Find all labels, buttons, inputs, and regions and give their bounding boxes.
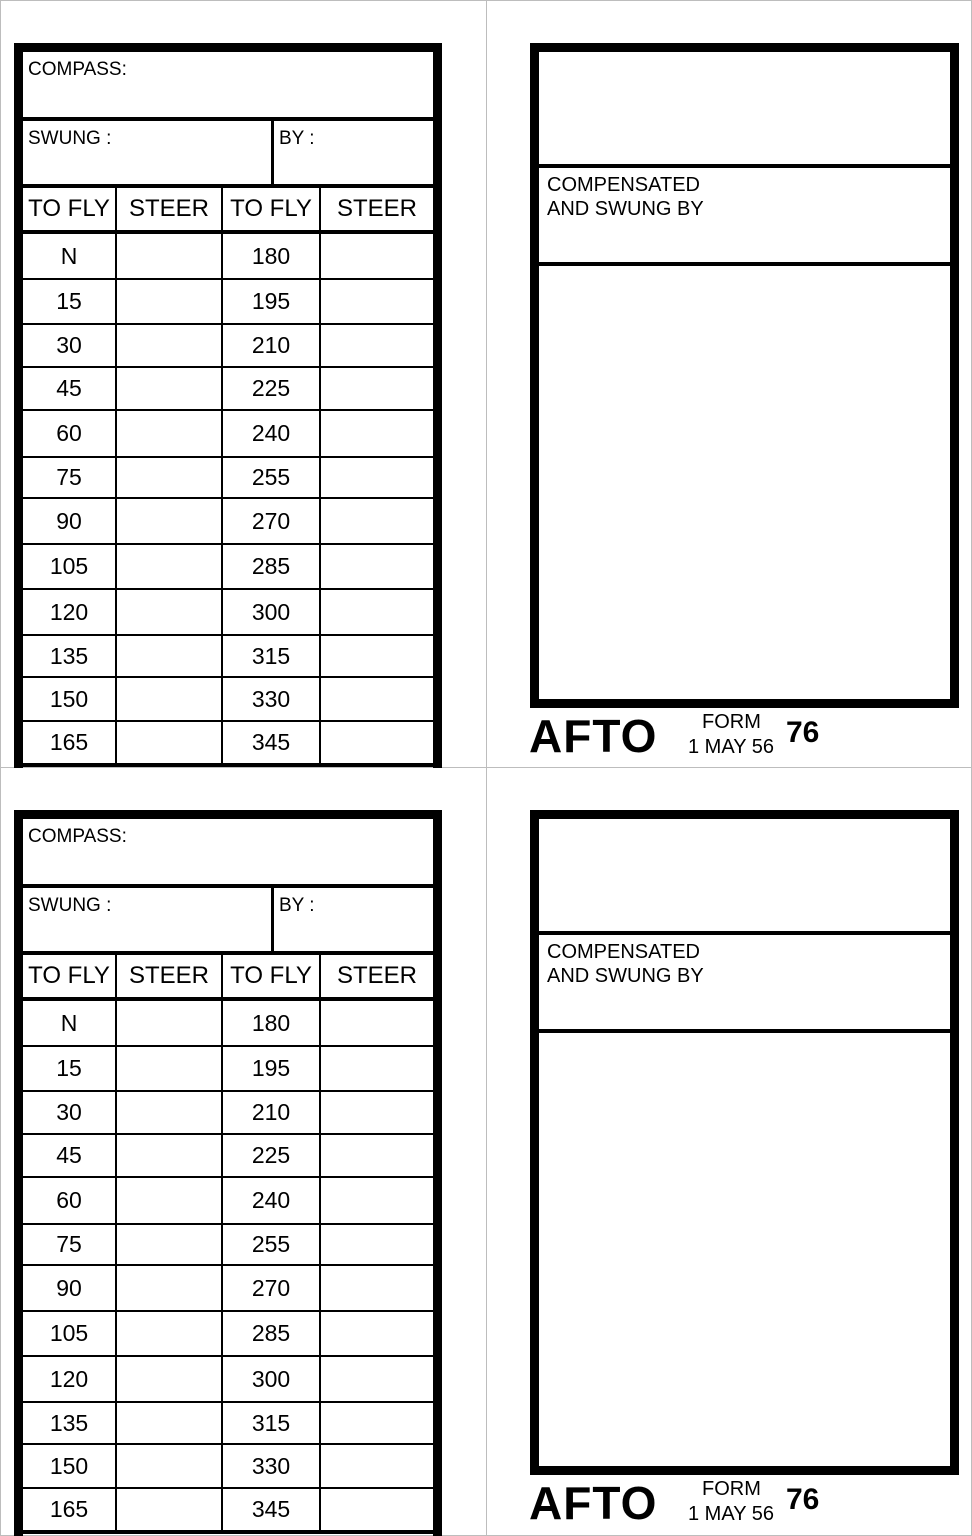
afto-title: AFTO <box>529 710 658 762</box>
table-row <box>23 545 433 590</box>
to-fly-cell: 90 <box>23 1266 117 1310</box>
header-steer: STEER <box>117 188 223 230</box>
to-fly-cell: 150 <box>23 1445 117 1487</box>
compensated-label <box>547 173 704 221</box>
steer-cell[interactable] <box>321 1403 433 1443</box>
steer-cell[interactable] <box>117 722 223 763</box>
to-fly-cell: 180 <box>223 1001 321 1045</box>
steer-cell[interactable] <box>321 1266 433 1310</box>
table-header <box>23 188 433 234</box>
steer-cell[interactable] <box>321 1001 433 1045</box>
to-fly-cell: 210 <box>223 1092 321 1133</box>
steer-cell[interactable] <box>117 325 223 366</box>
steer-cell[interactable] <box>321 1445 433 1487</box>
steer-cell[interactable] <box>321 1357 433 1401</box>
table-row <box>23 499 433 545</box>
table-row <box>23 458 433 499</box>
table-row <box>23 1445 433 1489</box>
compensation-card-top <box>530 43 959 708</box>
header-to-fly: TO FLY <box>23 188 117 230</box>
steer-cell[interactable] <box>321 325 433 366</box>
steer-cell[interactable] <box>117 1001 223 1045</box>
by-label: BY : <box>279 895 315 916</box>
header-steer: STEER <box>117 955 223 997</box>
swung-field[interactable] <box>23 121 274 184</box>
compensated-label <box>547 940 704 988</box>
to-fly-cell: 120 <box>23 1357 117 1401</box>
header-to-fly: TO FLY <box>223 955 321 997</box>
table-row <box>23 1403 433 1445</box>
table-row <box>23 1178 433 1225</box>
steer-cell[interactable] <box>321 280 433 323</box>
steer-cell[interactable] <box>117 411 223 456</box>
swung-row <box>23 888 433 955</box>
steer-cell[interactable] <box>117 1403 223 1443</box>
to-fly-cell: 300 <box>223 1357 321 1401</box>
header-to-fly: TO FLY <box>23 955 117 997</box>
compass-field[interactable] <box>23 819 433 888</box>
to-fly-cell: 90 <box>23 499 117 543</box>
to-fly-cell: 75 <box>23 1225 117 1264</box>
to-fly-cell: 330 <box>223 1445 321 1487</box>
to-fly-cell: 345 <box>223 722 321 763</box>
steer-cell[interactable] <box>117 280 223 323</box>
table-row <box>23 1357 433 1403</box>
swung-field[interactable] <box>23 888 274 951</box>
table-row <box>23 1266 433 1312</box>
swung-row <box>23 121 433 188</box>
to-fly-cell: 45 <box>23 1135 117 1176</box>
to-fly-cell: 150 <box>23 678 117 720</box>
to-fly-cell: 225 <box>223 368 321 409</box>
steer-cell[interactable] <box>321 458 433 497</box>
table-header <box>23 955 433 1001</box>
table-row <box>23 325 433 368</box>
to-fly-cell: N <box>23 234 117 278</box>
to-fly-cell: 105 <box>23 545 117 588</box>
to-fly-cell: 240 <box>223 1178 321 1223</box>
table-row <box>23 234 433 280</box>
table-row <box>23 1312 433 1357</box>
to-fly-cell: 60 <box>23 1178 117 1223</box>
to-fly-cell: 45 <box>23 368 117 409</box>
to-fly-cell: 195 <box>223 280 321 323</box>
to-fly-cell: 285 <box>223 545 321 588</box>
to-fly-cell: 345 <box>223 1489 321 1530</box>
to-fly-cell: 165 <box>23 1489 117 1530</box>
deviation-table <box>23 1001 433 1534</box>
steer-cell[interactable] <box>321 368 433 409</box>
steer-cell[interactable] <box>117 1225 223 1264</box>
table-row <box>23 590 433 636</box>
table-row <box>23 411 433 458</box>
compass-card-bottom <box>14 810 442 1536</box>
by-field[interactable] <box>274 888 433 951</box>
compensated-field[interactable] <box>539 168 950 266</box>
to-fly-cell: 285 <box>223 1312 321 1355</box>
to-fly-cell: 180 <box>223 234 321 278</box>
to-fly-cell: 255 <box>223 1225 321 1264</box>
table-row <box>23 1001 433 1047</box>
steer-cell[interactable] <box>321 1489 433 1530</box>
to-fly-cell: 255 <box>223 458 321 497</box>
compensated-line2: AND SWUNG BY <box>547 198 704 220</box>
steer-cell[interactable] <box>117 1178 223 1223</box>
compensation-card-bottom <box>530 810 959 1475</box>
steer-cell[interactable] <box>117 234 223 278</box>
steer-cell[interactable] <box>321 499 433 543</box>
steer-cell[interactable] <box>117 1047 223 1090</box>
steer-cell[interactable] <box>117 499 223 543</box>
to-fly-cell: 315 <box>223 636 321 676</box>
table-row <box>23 368 433 411</box>
steer-cell[interactable] <box>321 1135 433 1176</box>
steer-cell[interactable] <box>117 1266 223 1310</box>
steer-cell[interactable] <box>321 678 433 720</box>
to-fly-cell: 135 <box>23 1403 117 1443</box>
by-field[interactable] <box>274 121 433 184</box>
to-fly-cell: 60 <box>23 411 117 456</box>
to-fly-cell: 210 <box>223 325 321 366</box>
to-fly-cell: 75 <box>23 458 117 497</box>
steer-cell[interactable] <box>117 458 223 497</box>
deviation-table <box>23 234 433 767</box>
steer-cell[interactable] <box>117 1312 223 1355</box>
steer-cell[interactable] <box>321 590 433 634</box>
to-fly-cell: N <box>23 1001 117 1045</box>
to-fly-cell: 270 <box>223 1266 321 1310</box>
to-fly-cell: 195 <box>223 1047 321 1090</box>
to-fly-cell: 225 <box>223 1135 321 1176</box>
afto-title: AFTO <box>529 1477 658 1529</box>
compass-field[interactable] <box>23 52 433 121</box>
steer-cell[interactable] <box>321 1092 433 1133</box>
header-steer: STEER <box>336 962 417 989</box>
form-number: 76 <box>786 716 820 749</box>
steer-cell[interactable] <box>117 678 223 720</box>
to-fly-cell: 15 <box>23 280 117 323</box>
steer-cell[interactable] <box>117 1135 223 1176</box>
steer-cell[interactable] <box>321 411 433 456</box>
blank-field[interactable] <box>539 819 950 935</box>
to-fly-cell: 105 <box>23 1312 117 1355</box>
form-date: 1 MAY 56 <box>688 1503 774 1525</box>
steer-cell[interactable] <box>321 1312 433 1355</box>
steer-cell[interactable] <box>117 590 223 634</box>
table-row <box>23 1225 433 1266</box>
table-row <box>23 636 433 678</box>
compensated-line1: COMPENSATED <box>547 941 700 963</box>
table-row <box>23 1092 433 1135</box>
to-fly-cell: 135 <box>23 636 117 676</box>
table-row <box>23 722 433 767</box>
to-fly-cell: 165 <box>23 722 117 763</box>
header-steer: STEER <box>336 195 417 222</box>
steer-cell[interactable] <box>117 1489 223 1530</box>
steer-cell[interactable] <box>321 1047 433 1090</box>
steer-cell[interactable] <box>321 636 433 676</box>
form-word: FORM <box>702 711 761 733</box>
steer-cell[interactable] <box>321 545 433 588</box>
compensated-line2: AND SWUNG BY <box>547 965 704 987</box>
to-fly-cell: 240 <box>223 411 321 456</box>
steer-cell[interactable] <box>117 1092 223 1133</box>
to-fly-cell: 300 <box>223 590 321 634</box>
steer-cell[interactable] <box>117 368 223 409</box>
compensated-line1: COMPENSATED <box>547 174 700 196</box>
compass-label: COMPASS: <box>28 826 127 847</box>
table-row <box>23 1047 433 1092</box>
to-fly-cell: 315 <box>223 1403 321 1443</box>
steer-cell[interactable] <box>321 1178 433 1223</box>
compass-label: COMPASS: <box>28 59 127 80</box>
table-row <box>23 1135 433 1178</box>
by-label: BY : <box>279 128 315 149</box>
form-date: 1 MAY 56 <box>688 736 774 758</box>
steer-cell[interactable] <box>117 636 223 676</box>
to-fly-cell: 30 <box>23 325 117 366</box>
compensated-field[interactable] <box>539 935 950 1033</box>
compass-card-top <box>14 43 442 768</box>
to-fly-cell: 270 <box>223 499 321 543</box>
form-word: FORM <box>702 1478 761 1500</box>
table-row <box>23 280 433 325</box>
form-number: 76 <box>786 1483 820 1516</box>
table-row <box>23 1489 433 1534</box>
steer-cell[interactable] <box>117 545 223 588</box>
header-to-fly: TO FLY <box>223 188 321 230</box>
swung-label: SWUNG : <box>28 895 112 916</box>
steer-cell[interactable] <box>321 722 433 763</box>
steer-cell[interactable] <box>321 234 433 278</box>
to-fly-cell: 330 <box>223 678 321 720</box>
steer-cell[interactable] <box>321 1225 433 1264</box>
steer-cell[interactable] <box>117 1445 223 1487</box>
to-fly-cell: 15 <box>23 1047 117 1090</box>
to-fly-cell: 30 <box>23 1092 117 1133</box>
blank-field[interactable] <box>539 52 950 168</box>
swung-label: SWUNG : <box>28 128 112 149</box>
table-row <box>23 678 433 722</box>
to-fly-cell: 120 <box>23 590 117 634</box>
steer-cell[interactable] <box>117 1357 223 1401</box>
